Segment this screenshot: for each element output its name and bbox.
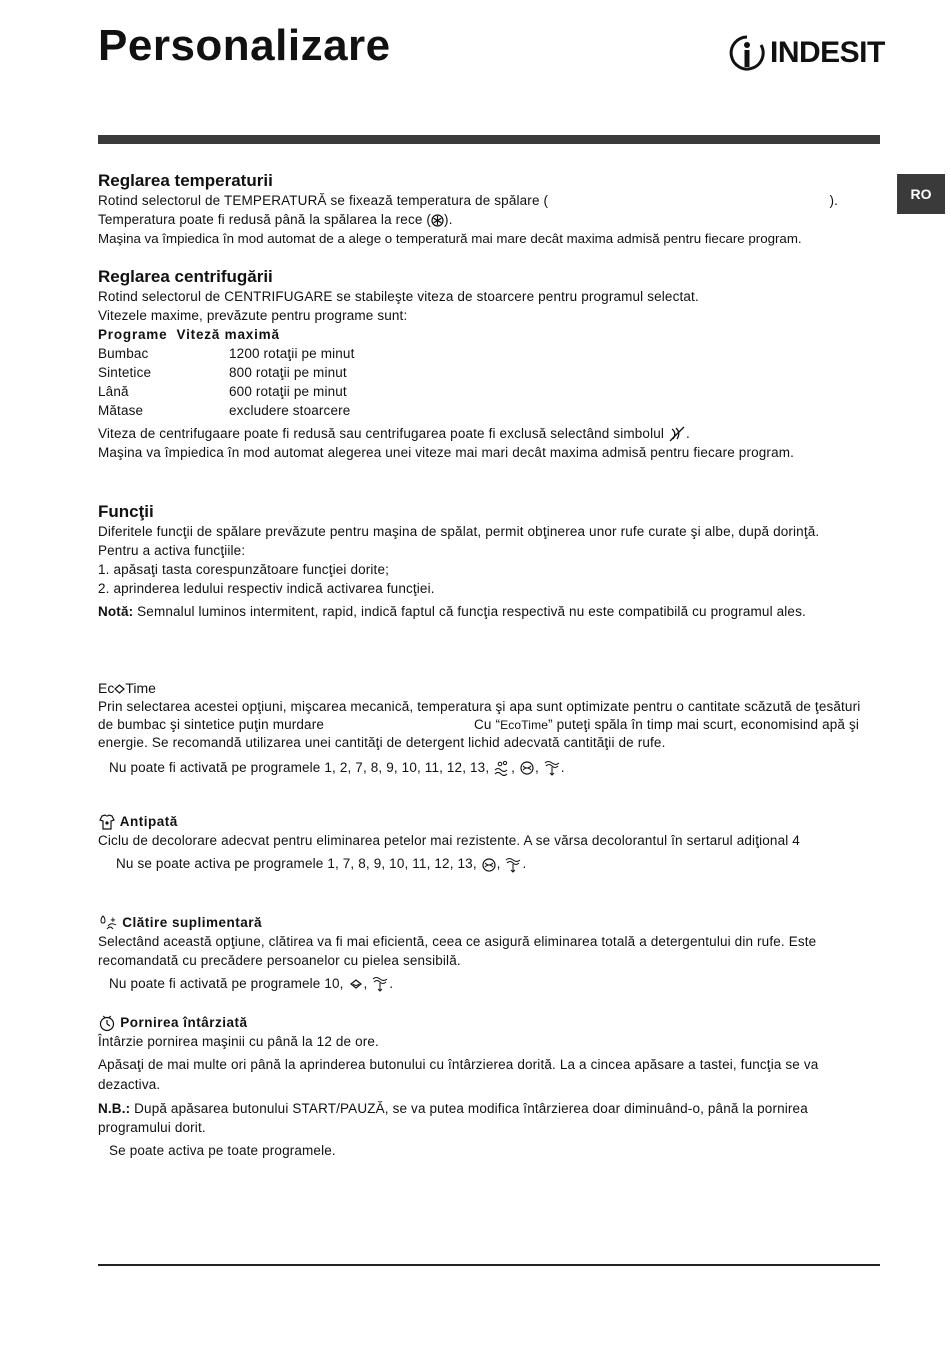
temperature-line-1-end: ). — [829, 193, 838, 208]
spin-line-1: Rotind selectorul de CENTRIFUGARE se stabileşte viteza de stoarcere pentru programul selectat. — [98, 289, 699, 304]
stain-shirt-icon — [98, 813, 116, 831]
nb-label: N.B.: — [98, 1101, 131, 1117]
section-spin — [98, 267, 880, 462]
ecotime-description — [98, 698, 873, 752]
ecotime-label — [98, 679, 880, 698]
section-delay-start — [98, 1013, 880, 1160]
functions-step-2: 2. aprinderea ledului respectiv indică activarea funcţiei. — [98, 581, 435, 596]
silk-icon — [504, 856, 522, 874]
section-temperature — [98, 171, 880, 248]
ecotime-quote: EcoTime — [500, 718, 549, 732]
rinse-title — [98, 913, 880, 932]
antipata-title — [98, 812, 880, 831]
delay-heading: Pornirea întârziată — [120, 1015, 248, 1030]
header-rule — [98, 135, 880, 144]
functions-intro: Diferitele funcţii de spălare prevăzute pentru maşina de spălat, permit obţinerea unor rufe curate şi albe, după dorinţă. — [98, 524, 820, 539]
temperature-line-1 — [98, 191, 838, 210]
delay-note — [98, 1099, 880, 1137]
antipata-end: . — [522, 856, 527, 872]
rinse-not-available — [98, 974, 880, 993]
section-functions — [98, 502, 880, 622]
antipata-heading: Antipată — [119, 814, 178, 829]
ecotime-end: . — [560, 760, 565, 775]
temperature-heading: Reglarea temperaturii — [98, 171, 273, 190]
silk-icon — [543, 759, 561, 777]
spin-line-2: Vitezele maxime, prevăzute pentru programe sunt: — [98, 308, 408, 323]
antipata-na-text: Nu se poate activa pe programele 1, 7, 8, 9, 10, 11, 12, 13, — [116, 856, 477, 872]
silk-icon — [371, 975, 389, 993]
delay-all-programs: Se poate activa pe toate programele. — [109, 1143, 336, 1159]
temperature-line-2b: ). — [444, 212, 453, 227]
table-row — [98, 363, 354, 382]
ecotime-sep-2: , — [534, 760, 539, 775]
functions-step-1: 1. apăsaţi tasta corespunzătoare funcţiei dorite; — [98, 562, 390, 577]
extra-rinse-icon — [98, 915, 118, 931]
spin-line-3b: . — [685, 426, 690, 441]
ecotime-diamond-icon — [114, 684, 125, 694]
delicate-icon — [348, 976, 364, 992]
program-cell: Lână — [98, 384, 129, 399]
table-row — [98, 382, 354, 401]
table-row — [98, 344, 354, 363]
cold-wash-icon — [431, 214, 444, 227]
rinse-end: . — [389, 976, 394, 991]
temperature-line-1-text: Rotind selectorul de TEMPERATURĂ se fixează temperatura de spălare ( — [98, 193, 549, 208]
functions-note — [98, 602, 880, 622]
rinse-description: Selectând această opţiune, clătirea va fi mai eficientă, ceea ce asigură eliminarea totală a detergentului din rufe. Este recomandată cu precădere persoanelor cu pielea sensibilă. — [98, 934, 817, 968]
svg-text:+: + — [110, 916, 117, 925]
note-label: Notă: — [98, 604, 134, 619]
ecotime-eco: Ec — [98, 680, 115, 696]
rinse-heading: Clătire suplimentară — [122, 915, 263, 930]
delay-title — [98, 1013, 880, 1032]
section-extra-rinse — [98, 913, 880, 993]
indesit-logo — [728, 33, 885, 73]
indesit-i-logo-icon — [728, 33, 766, 73]
note-text: Semnalul luminos intermitent, rapid, indică faptul că funcţia respectivă nu este compatibilă cu programul ales. — [133, 604, 806, 619]
delay-line-1: Întârzie pornirea maşinii cu până la 12 de ore. — [98, 1034, 379, 1050]
speed-cell: 600 rotaţii pe minut — [229, 384, 347, 399]
spin-table-header — [98, 325, 880, 344]
spin-line-4: Maşina va împiedica în mod automat alegerea unei viteze mai mari decât maxima admisă pentru fiecare program. — [98, 445, 795, 461]
page-title: Personalizare — [98, 21, 391, 70]
col-program: Programe — [98, 327, 168, 342]
temperature-line-2a: Temperatura poate fi redusă până la spălarea la rece ( — [98, 212, 432, 227]
no-spin-icon — [668, 425, 686, 443]
nb-text: După apăsarea butonului START/PAUZĂ, se va putea modifica întârzierea doar diminuând-o, până la pornirea programului dorit. — [98, 1101, 808, 1136]
ecotime-rest: ” puteţi spăla în timp mai scurt, economisind apă şi energie. Se recomandă utilizarea unei cantităţi de detergent lichid adecvată cantităţii de rufe. — [98, 717, 860, 750]
col-speed: Viteză maximă — [176, 327, 280, 342]
wool-icon — [519, 760, 535, 776]
delay-line-2: Apăsaţi de mai multe ori până la aprinderea butonului cu întârzierea dorită. La a cincea apăsare a tastei, funcţia se va dezactiva. — [98, 1057, 819, 1093]
spin-line-3a: Viteza de centrifugaare poate fi redusă sau centrifugarea poate fi exclusă selectând simbolul — [98, 426, 665, 441]
ecotime-p1: Prin selectarea acestei opţiuni, mişcarea mecanică, temperatura şi apa sunt optimizate pentru o cantitate scăzută de ţesături de bumbac şi sintetice puţin murdare — [98, 699, 861, 732]
antipata-not-available — [98, 854, 880, 873]
footer-rule — [98, 1264, 880, 1266]
ecotime-na-text: Nu poate fi activată pe programele 1, 2, 7, 8, 9, 10, 11, 12, 13, — [109, 760, 490, 775]
ecotime-gap-text: Cu “ — [474, 717, 501, 732]
rinse-na-text: Nu poate fi activată pe programele 10, — [109, 976, 344, 991]
section-antipata — [98, 812, 880, 874]
functions-activate: Pentru a activa funcţiile: — [98, 543, 246, 558]
ecotime-not-available — [98, 758, 880, 777]
speed-cell: 800 rotaţii pe minut — [229, 365, 347, 380]
mix-wash-icon — [493, 760, 511, 776]
speed-cell: 1200 rotaţii pe minut — [229, 346, 355, 361]
spin-line-3 — [98, 424, 880, 443]
ecotime-sep-1: , — [511, 760, 516, 775]
temperature-line-2 — [98, 210, 880, 229]
antipata-description: Ciclu de decolorare adecvat pentru eliminarea petelor mai rezistente. A se vărsa decolorantul în sertarul adiţional 4 — [98, 833, 800, 849]
delay-timer-icon — [98, 1014, 116, 1032]
section-ecotime — [98, 679, 880, 777]
program-cell: Bumbac — [98, 346, 149, 361]
functions-heading: Funcţii — [98, 502, 154, 521]
brand-name: INDESIT — [770, 36, 885, 69]
speed-cell: excludere stoarcere — [229, 403, 351, 418]
language-tab: RO — [897, 174, 945, 214]
temperature-line-3: Maşina va împiedica în mod automat de a alege o temperatură mai mare decât maxima admisă pentru fiecare program. — [98, 231, 802, 246]
wool-icon — [481, 857, 497, 873]
ecotime-time: Time — [125, 680, 156, 696]
rinse-sep: , — [363, 976, 368, 991]
spin-speed-table — [98, 344, 354, 420]
program-cell: Mătase — [98, 403, 144, 418]
program-cell: Sintetice — [98, 365, 152, 380]
antipata-sep: , — [496, 856, 501, 872]
spin-heading: Reglarea centrifugării — [98, 267, 273, 286]
table-row — [98, 401, 354, 420]
